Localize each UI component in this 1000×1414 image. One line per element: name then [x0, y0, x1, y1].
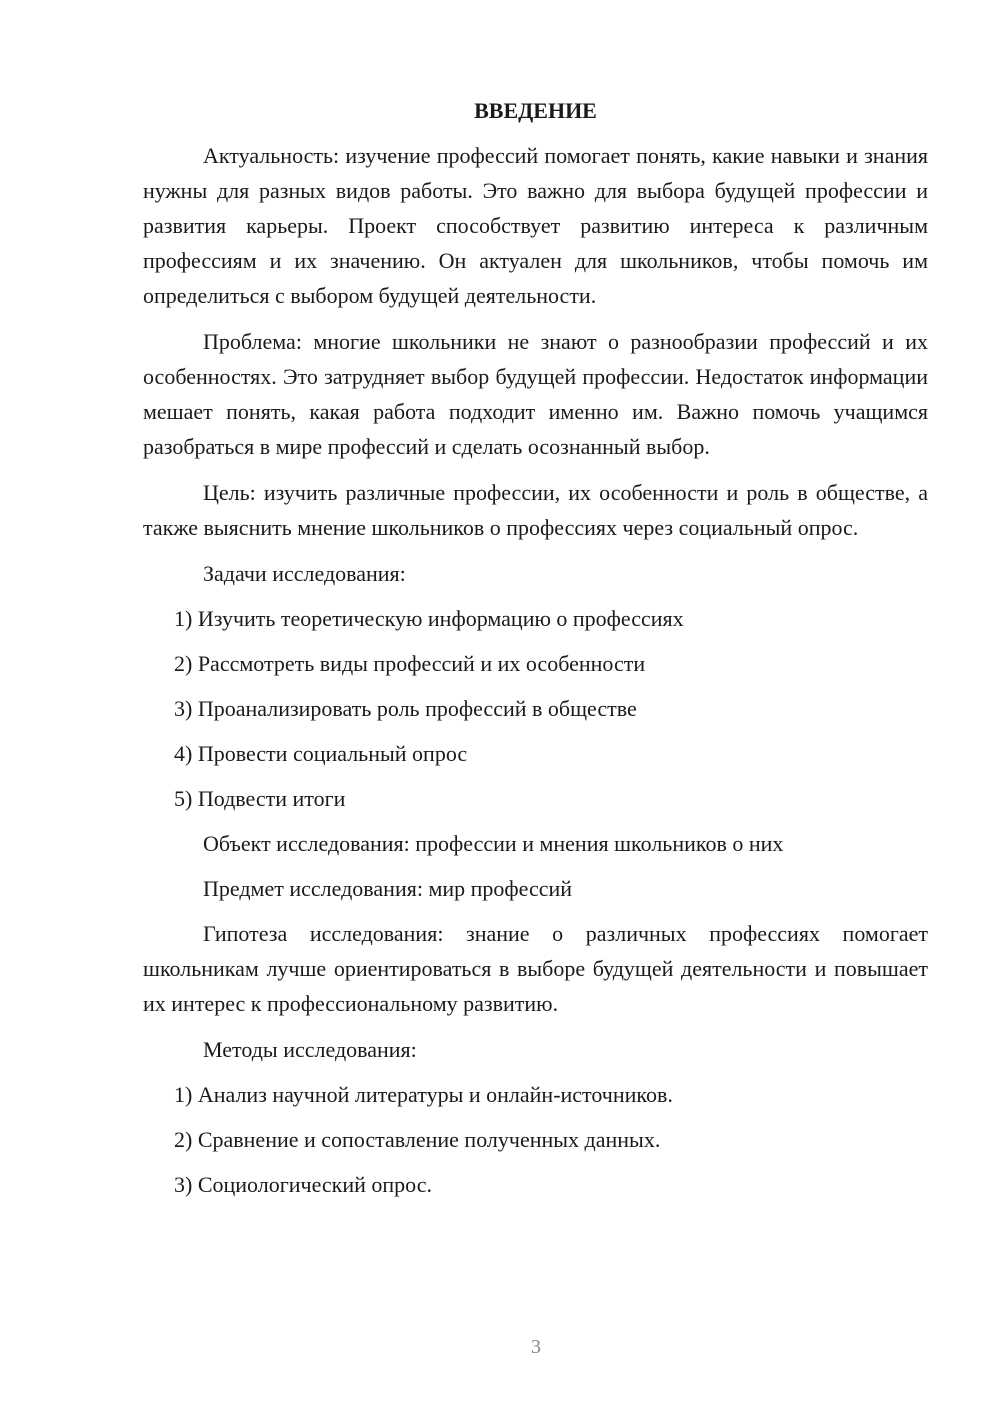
method-item: 2) Сравнение и сопоставление полученных данных. [174, 1127, 661, 1152]
page-number: 3 [531, 1336, 541, 1358]
page-title: ВВЕДЕНИЕ [474, 98, 597, 123]
task-item: 5) Подвести итоги [174, 786, 346, 811]
problem-paragraph: Проблема: многие школьники не знают о разнообразии профессий и их особенностях. Это затрудняет выбор будущей профессии. Недостаток информации мешает понять, какая работа подходит именно им. Важно помочь учащимся разобраться в мире профессий и сделать осознанный выбор. [143, 329, 928, 459]
task-item: 2) Рассмотреть виды профессий и их особенности [174, 651, 646, 676]
task-item: 4) Провести социальный опрос [174, 741, 468, 766]
tasks-label: Задачи исследования: [203, 561, 406, 586]
goal-paragraph: Цель: изучить различные профессии, их особенности и роль в обществе, а также выяснить мнение школьников о профессиях через социальный опрос. [143, 480, 928, 540]
task-item: 3) Проанализировать роль профессий в обществе [174, 696, 637, 721]
page-content [143, 96, 928, 1212]
relevance-paragraph: Актуальность: изучение профессий помогает понять, какие навыки и знания нужны для разных видов работы. Это важно для выбора будущей профессии и развития карьеры. Проект способствует развитию интереса к различным профессиям и их значению. Он актуален для школьников, чтобы помочь им определиться с выбором будущей деятельности. [143, 143, 928, 308]
methods-label: Методы исследования: [203, 1037, 417, 1062]
task-item: 1) Изучить теоретическую информацию о профессиях [174, 606, 684, 631]
method-item: 3) Социологический опрос. [174, 1172, 432, 1197]
method-item: 1) Анализ научной литературы и онлайн-источников. [174, 1082, 673, 1107]
research-subject: Предмет исследования: мир профессий [203, 876, 573, 901]
research-object: Объект исследования: профессии и мнения школьников о них [203, 831, 784, 856]
hypothesis-paragraph: Гипотеза исследования: знание о различных профессиях помогает школьникам лучше ориентироваться в выборе будущей деятельности и повышает их интерес к профессиональному развитию. [143, 921, 928, 1016]
